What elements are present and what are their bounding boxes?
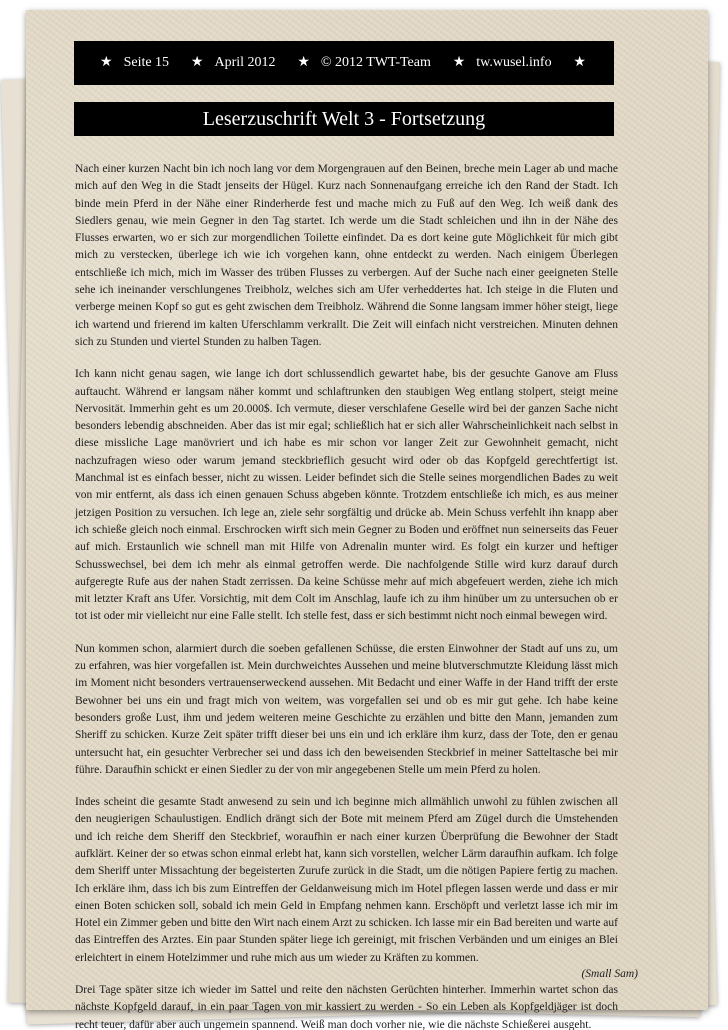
page-number: Seite 15 — [123, 55, 170, 70]
star-icon: ★ — [573, 55, 586, 70]
header-end-item — [573, 56, 586, 70]
article-paragraph: Nach einer kurzen Nacht bin ich noch lang vor dem Morgengrauen auf den Beinen, breche mein Lager ab und mache mich auf den Weg in die Stadt jenseits der Hügel. Kurz nach Sonnenaufgang erreiche ich den Rand der Stadt. Ich binde mein Pferd in der Nähe einer Rinderherde fest und mache mich zu Fuß auf den Weg. Ich weiß dank des Siedlers genau, wie mein Gegner in den Tag startet. Ich werde um die Stadt schleichen und ihn in der Nähe des Flusses erwarten, wo er sich zur morgendlichen Toilette einfindet. Da es dort keine gute Möglichkeit für mich gibt mich zu verstecken, überlege ich wie ich vorgehen kann, ohne entdeckt zu werden. Nach einigem Überlegen entschließe ich mich, mich im Wasser des trüben Flusses zu verbergen. Auf der Suche nach einer geeigneten Stelle sehe ich ineinander verschlungenes Treibholz, welches sich am Ufer verheddertes hat. Ich steige in die Fluten und verberge meinen Kopf so gut es geht zwischen dem Treibholz. Während die Sonne langsam immer höher steigt, liege ich wartend und frierend im kalten Uferschlamm verkrallt. Die Zeit will einfach nicht verstreichen. Minuten dehnen sich zu Stunden und viertel Stunden zu halben Tagen. — [75, 163, 618, 348]
star-icon: ★ — [452, 55, 466, 70]
author-signature: (Small Sam) — [581, 968, 638, 980]
header-copyright-item — [297, 55, 431, 71]
copyright-text: © 2012 TWT-Team — [320, 55, 431, 70]
star-icon: ★ — [297, 55, 310, 70]
header-website-item — [453, 55, 552, 71]
page-header — [74, 41, 614, 85]
star-icon: ★ — [190, 55, 204, 70]
website-link[interactable]: tw.wusel.info — [476, 55, 552, 70]
article-paragraph: Indes scheint die gesamte Stadt anwesend zu sein und ich beginne mich allmählich unwohl zu fühlen zwischen all den neugierigen Schaulustigen. Endlich drängt sich der Bote mit meinem Pferd am Zügel durch die Umstehenden und ich reiche dem Sheriff den Steckbrief, woraufhin er nach einer kurzen Überprüfung die Bewohner der Stadt aufklärt. Keiner der so etwas schon einmal erlebt hat, kann sich vorstellen, welcher Lärm daraufhin aufkam. Ich folge dem Sheriff unter Missachtung der begeisterten Zurufe zurück in die Stadt, um die nötigen Papiere fertig zu machen. Ich erkläre ihm, dass ich bis zum Eintreffen der Geldanweisung mich im Hotel pflegen lassen werde und dass er mir einen Boten schicken soll, sobald ich mein Geld in Empfang nehmen kann. Erschöpft und verletzt lasse ich mir im Hotel ein Zimmer geben und bitte den Wirt nach einem Arzt zu schicken. Ich lasse mir ein Bad bereiten und warte auf das Eintreffen des Arztes. Ein paar Stunden später liege ich gereinigt, mit frischen Verbänden und um einiges an Blei erleichtert in einem Hotelzimmer und ruhe mich aus um wieder zu Kräften zu kommen. — [75, 796, 618, 964]
article-paragraph: Drei Tage später sitze ich wieder im Sattel und reite den nächsten Gerüchten hinterher. Immerhin wartet schon das nächste Kopfgeld darauf, in ein paar Tagen von mir kassiert zu werden - So ein Leben als Kopfgeldjäger ist doch recht teuer, dafür aber auch ungemein spannend. Weiß man doch vorher nie, wie die nächste Schießerei ausgeht. — [75, 984, 618, 1030]
header-date-item — [191, 55, 276, 71]
article-title: Leserzuschrift Welt 3 - Fortsetzung — [74, 102, 614, 136]
article-paragraph: Ich kann nicht genau sagen, wie lange ich dort schlussendlich gewartet habe, bis der gesuchte Ganove am Fluss auftaucht. Während er langsam näher kommt und schlaftrunken den staubigen Weg entlang stolpert, steigt meine Nervosität. Immerhin geht es um 20.000$. Ich vermute, dieser verschlafene Geselle wird bei der ganzen Sache nicht besonders lebendig abschneiden. Aber das ist mir egal; schließlich hat er sich aller Wahrscheinlichkeit nach selbst in diese missliche Lage manövriert und ich habe es mir schon vor langer Zeit zur Gewohnheit gemacht, nicht nachzufragen wieso oder warum jemand steckbrieflich gesucht wird oder ob das Kopfgeld gerechtfertigt ist. Manchmal ist es einfach besser, nicht zu wissen. Leider befindet sich die Stelle seines morgendlichen Bades zu weit von mir entfernt, als dass ich einen genauen Schuss abgeben könnte. Trotzdem entschließe ich mich, es aus meiner jetzigen Position zu versuchen. Ich lege an, ziele sehr sorgfältig und drücke ab. Mein Schuss verfehlt ihn knapp aber ich schieße gleich noch einmal. Erschrocken wirft sich mein Gegner zu Boden und eröffnet nun seinerseits das Feuer auf mich. Erstaunlich wie schnell man mit Hilfe von Adrenalin munter wird. Es folgt ein kurzer und heftiger Schusswechsel, bei dem ich mehr als einmal getroffen werde. Die nachfolgende Stille wird kurz darauf durch aufgeregte Rufe aus der nahen Stadt zerrissen. Da keine Schüsse mehr auf mich abgefeuert werden, ziehe ich mich mit letzter Kraft ans Ufer. Vorsichtig, mit dem Colt im Anschlag, laufe ich zu ihm hinüber um zu untersuchen ob er tot ist oder mir vielleicht nur eine Falle stellt. Ich stelle fest, dass er sich bestimmt nicht noch einmal bewegen wird. — [75, 368, 618, 623]
article-body — [75, 161, 618, 1030]
star-icon: ★ — [100, 55, 113, 70]
header-page-item — [100, 55, 169, 71]
article-paragraph: Nun kommen schon, alarmiert durch die soeben gefallenen Schüsse, die ersten Einwohner der Stadt auf uns zu, um zu erfahren, was hier vorgefallen ist. Mein durchweichtes Aussehen und meine blutverschmutzte Kleidung lässt mich im Moment nicht besonders vertrauenserweckend aussehen. Mit Bedacht und einer Waffe in der Hand trifft der erste Bewohner bei uns ein und fragt mich von weitem, was vorgefallen sei und ob es mir gut gehe. Ich habe keine besonders große Lust, ihm und jedem weiteren meine Geschichte zu erzählen und bitte den Mann, jemanden zum Sheriff zu schicken. Kurze Zeit später trifft dieser bei uns ein und ich erkläre ihm kurz, dass der Tote, den er genau untersucht hat, ein gesuchter Verbrecher sei und dass ich den beweisenden Steckbrief in meiner Satteltasche bei mir führe. Daraufhin schickt er einen Siedler zu der von mir angegebenen Stelle um mein Pferd zu holen. — [75, 642, 618, 776]
issue-date: April 2012 — [214, 55, 276, 70]
